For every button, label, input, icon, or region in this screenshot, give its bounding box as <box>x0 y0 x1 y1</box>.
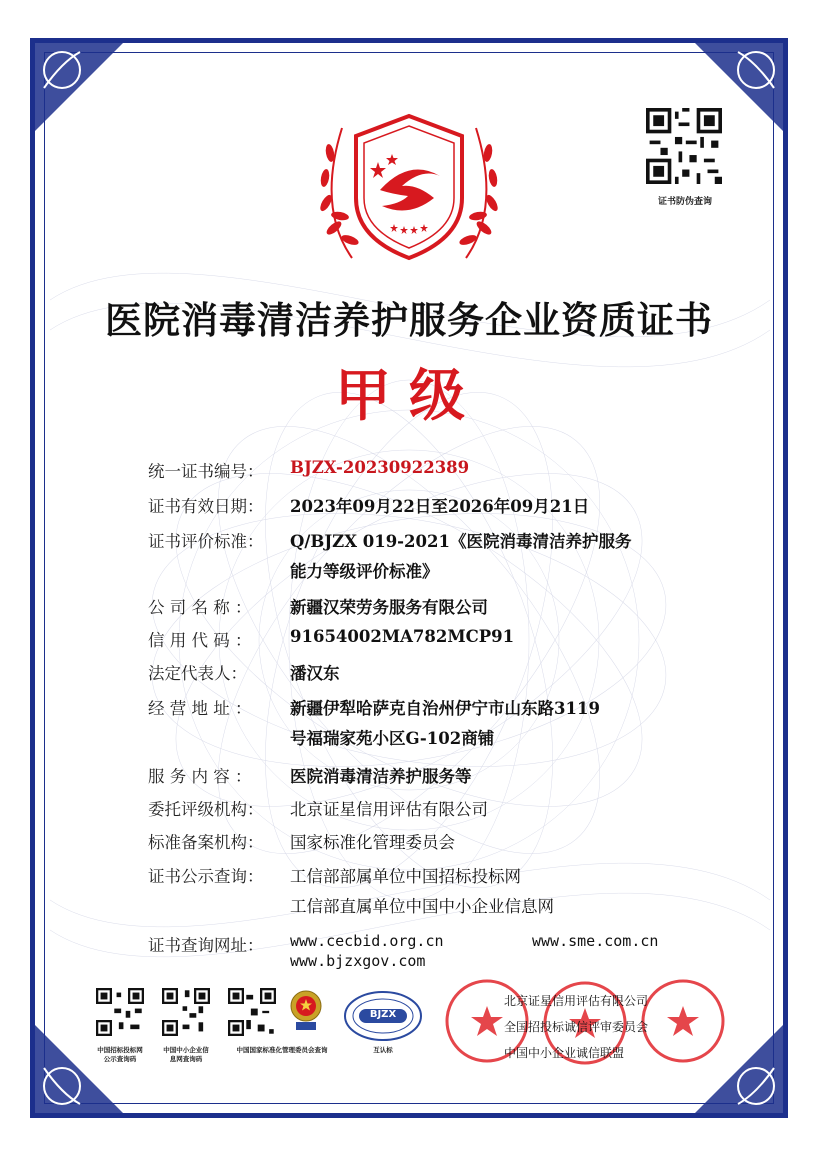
corner-ornament-bottom-left <box>34 1024 124 1114</box>
caption-line: 中国国家标准化管理委员会查询 <box>236 1046 328 1054</box>
service-value: 医院消毒清洁养护服务等 <box>290 767 472 786</box>
standards-committee-qr-code[interactable] <box>228 988 276 1036</box>
rating-agency-value: 北京证星信用评估有限公司 <box>290 800 488 819</box>
tender-network-qr-code[interactable] <box>96 988 144 1036</box>
qr3-caption <box>224 1046 340 1055</box>
qr-caption: 证书防伪查询 <box>657 197 712 207</box>
query-url-value-line2[interactable]: www.bjzxgov.com <box>290 952 426 970</box>
corner-ornament-top-left <box>34 42 124 132</box>
field-label: 证书评价标准： <box>148 532 264 551</box>
filing-agency-value: 国家标准化管理委员会 <box>290 833 455 852</box>
field-label: 信 用 代 码 ： <box>148 631 252 650</box>
credit-code-value: 91654002MA782MCP91 <box>290 627 515 646</box>
public-query-value-line2: 工信部直属单位中国中小企业信息网 <box>290 897 554 916</box>
address-value: 新疆伊犁哈萨克自治州伊宁市山东路3119 <box>290 699 600 718</box>
field-label: 公 司 名 称 ： <box>148 598 252 617</box>
sme-network-qr-code[interactable] <box>162 988 210 1036</box>
issuer-1: 北京证星信用评估有限公司 <box>504 994 649 1008</box>
validity-value: 2023年09月22日至2026年09月21日 <box>290 497 590 516</box>
field-label: 委托评级机构： <box>148 800 264 819</box>
badge-caption: 互认标 <box>373 1046 393 1054</box>
field-label: 统一证书编号： <box>148 462 264 481</box>
caption-line: 中国中小企业信 <box>163 1046 209 1054</box>
legal-rep-value: 潘汉东 <box>290 664 340 683</box>
national-emblem-icon <box>289 988 323 1032</box>
certificate-title: 医院消毒清洁养护服务企业资质证书 <box>105 298 713 342</box>
caption-line: 中国招标投标网 <box>97 1046 143 1054</box>
issuer-3: 中国中小企业诚信联盟 <box>504 1046 625 1060</box>
qr1-caption <box>88 1046 152 1064</box>
field-label: 证书查询网址： <box>148 936 264 955</box>
public-query-value: 工信部部属单位中国招标投标网 <box>290 867 521 886</box>
verification-qr-code[interactable] <box>646 108 722 184</box>
caption-line: 息网查询码 <box>169 1055 203 1063</box>
field-label: 证书有效日期： <box>148 497 264 516</box>
query-url-value[interactable]: www.cecbid.org.cn <box>290 932 444 950</box>
field-label: 标准备案机构： <box>148 833 264 852</box>
certificate-grade: 甲级 <box>335 363 483 429</box>
seal-stamp-3 <box>640 978 726 1064</box>
field-label: 证书公示查询： <box>148 867 264 886</box>
field-label: 法定代表人： <box>148 664 247 683</box>
company-value: 新疆汉荣劳务服务有限公司 <box>290 598 488 617</box>
bjzx-badge-text: BJZX <box>369 1009 397 1020</box>
standard-value: Q/BJZX 019-2021《医院消毒清洁养护服务 <box>290 532 632 551</box>
cert-number-value: BJZX-20230922389 <box>290 458 470 477</box>
qr2-caption <box>154 1046 218 1064</box>
caption-line: 公示查询码 <box>103 1055 137 1063</box>
query-url-value-b[interactable]: www.sme.com.cn <box>532 932 659 950</box>
shield-laurel-emblem <box>312 98 506 273</box>
field-label: 服 务 内 容 ： <box>148 767 252 786</box>
issuer-2: 全国招投标诚信评审委员会 <box>504 1020 649 1034</box>
address-value-line2: 号福瑞家苑小区G-102商铺 <box>290 729 495 748</box>
field-label: 经 营 地 址 ： <box>148 699 252 718</box>
standard-value-line2: 能力等级评价标准》 <box>290 562 439 581</box>
